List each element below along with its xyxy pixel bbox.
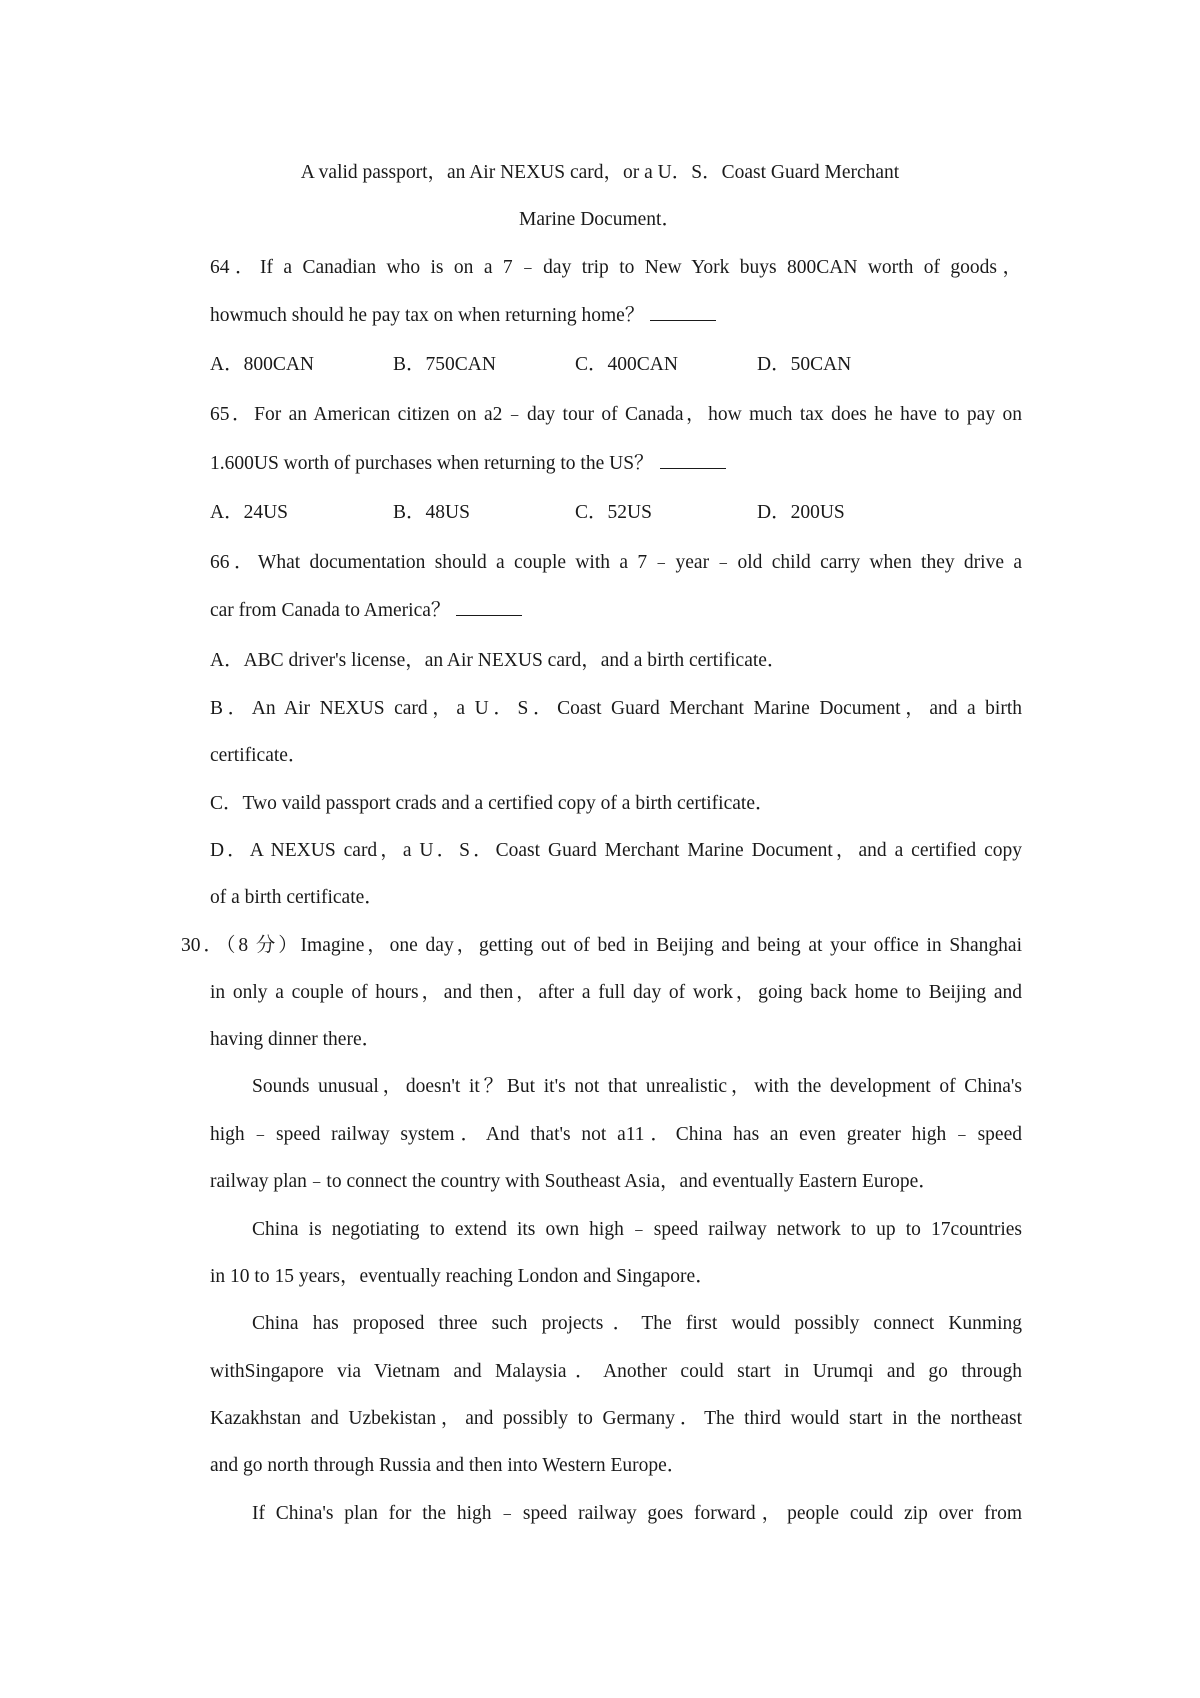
question-65-option-c: C．52US xyxy=(575,502,652,523)
passage-paragraph: China is negotiating to extend its own high﹣speed railway network to up to 17countries xyxy=(252,1219,1022,1240)
question-66-option-b: B．An Air NEXUS card，a U．S．Coast Guard Merchant Marine Document，and a birth xyxy=(210,698,1022,719)
answer-blank xyxy=(456,597,522,616)
passage-paragraph: in only a couple of hours，and then，after a full day of work，going back home to Beijing and xyxy=(210,982,1022,1003)
answer-line: A valid passport，an Air NEXUS card，or a U．S．Coast Guard Merchant xyxy=(300,162,900,183)
question-65-text: 65．For an American citizen on a2﹣day tour of Canada，how much tax does he have to pay on xyxy=(210,404,1022,425)
passage-paragraph: railway plan﹣to connect the country with Southeast Asia，and eventually Eastern Europe． xyxy=(210,1171,938,1192)
question-64-text: 64．If a Canadian who is on a 7﹣day trip to New York buys 800CAN worth of goods， xyxy=(210,257,1022,278)
question-66-option-a: A．ABC driver's license，an Air NEXUS card，and a birth certificate． xyxy=(210,650,787,671)
question-64-option-b: B．750CAN xyxy=(393,354,496,375)
passage-paragraph: Kazakhstan and Uzbekistan，and possibly to Germany．The third would start in the northeast xyxy=(210,1408,1022,1429)
answer-blank xyxy=(650,302,716,321)
question-66-text: car from Canada to America？ xyxy=(210,597,522,624)
question-65-text: 1.600US worth of purchases when returning to the US？ xyxy=(210,450,726,477)
passage-paragraph: Sounds unusual，doesn't it？But it's not that unrealistic，with the development of China's xyxy=(252,1076,1022,1097)
passage-paragraph: China has proposed three such projects．The first would possibly connect Kunming xyxy=(252,1313,1022,1334)
question-65-option-d: D．200US xyxy=(757,502,845,523)
passage-paragraph: high﹣speed railway system．And that's not a11．China has an even greater high﹣speed xyxy=(210,1124,1022,1145)
question-64-option-a: A．800CAN xyxy=(210,354,315,375)
question-66-text: 66．What documentation should a couple with a 7﹣year﹣old child carry when they drive a xyxy=(210,552,1022,573)
answer-blank xyxy=(660,450,726,469)
question-66-option-d: D．A NEXUS card，a U．S．Coast Guard Merchant Marine Document，and a certified copy xyxy=(210,840,1022,861)
passage-paragraph: having dinner there． xyxy=(210,1029,382,1050)
question-66-option-d: of a birth certificate． xyxy=(210,887,384,908)
question-64-option-d: D．50CAN xyxy=(757,354,852,375)
question-64-option-c: C．400CAN xyxy=(575,354,678,375)
passage-30-heading: 30．（8 分）Imagine，one day，getting out of bed in Beijing and being at your office in Shanghai xyxy=(181,935,1022,956)
passage-paragraph: withSingapore via Vietnam and Malaysia．Another could start in Urumqi and go through xyxy=(210,1361,1022,1382)
question-65-option-a: A．24US xyxy=(210,502,289,523)
passage-paragraph: in 10 to 15 years，eventually reaching London and Singapore． xyxy=(210,1266,715,1287)
answer-line: Marine Document． xyxy=(519,209,681,230)
question-64-text: howmuch should he pay tax on when returning home？ xyxy=(210,302,716,329)
question-66-option-c: C．Two vaild passport crads and a certified copy of a birth certificate． xyxy=(210,793,775,814)
question-65-option-b: B．48US xyxy=(393,502,470,523)
passage-paragraph: If China's plan for the high﹣speed railway goes forward，people could zip over from xyxy=(252,1503,1022,1524)
question-66-option-b: certificate． xyxy=(210,745,308,766)
passage-paragraph: and go north through Russia and then into Western Europe． xyxy=(210,1455,687,1476)
